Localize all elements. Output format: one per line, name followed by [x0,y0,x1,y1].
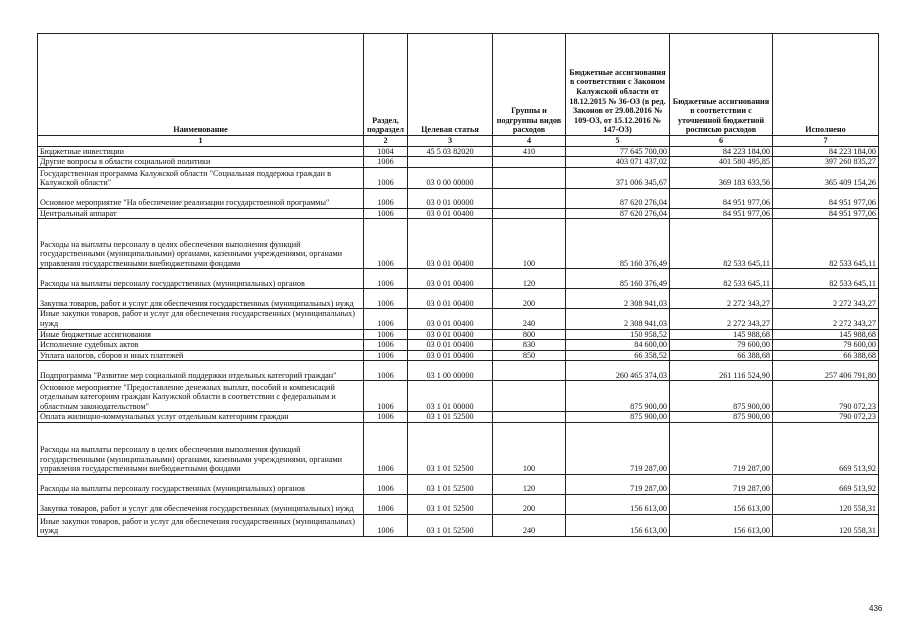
row-article: 03 0 01 00400 [408,289,493,309]
column-number-row [38,136,879,147]
header-section: Раздел, подраздел [364,34,408,136]
row-section: 1006 [364,381,408,412]
row-article: 03 0 01 00400 [408,208,493,219]
row-article: 03 1 00 00000 [408,361,493,381]
column-number: 3 [408,136,493,147]
row-article: 03 1 01 52500 [408,514,493,536]
row-section: 1006 [364,309,408,329]
row-article: 45 5 03 82020 [408,146,493,157]
row-refined: 875 900,00 [670,412,773,423]
header-group: Группы и подгруппы видов расходов [493,34,566,136]
row-group: 830 [493,340,566,351]
row-group: 240 [493,309,566,329]
row-executed: 669 513,92 [773,474,879,494]
row-executed: 790 072,23 [773,381,879,412]
row-group: 200 [493,494,566,514]
row-approved: 719 287,00 [566,474,670,494]
row-approved: 66 358,52 [566,350,670,361]
row-executed: 82 533 645,11 [773,269,879,289]
table-row [38,340,879,351]
row-group [493,157,566,168]
row-executed: 365 409 154,26 [773,167,879,188]
table-row [38,412,879,423]
row-refined: 156 613,00 [670,494,773,514]
row-group: 850 [493,350,566,361]
row-executed: 145 988,68 [773,329,879,340]
row-approved: 87 620 276,04 [566,208,670,219]
row-approved: 2 308 941,03 [566,289,670,309]
row-approved: 84 600,00 [566,340,670,351]
row-approved: 150 958,52 [566,329,670,340]
row-section: 1006 [364,350,408,361]
row-executed: 84 951 977,06 [773,208,879,219]
table-row [38,167,879,188]
row-refined: 156 613,00 [670,514,773,536]
row-refined: 84 223 184,00 [670,146,773,157]
row-refined: 84 951 977,06 [670,188,773,208]
row-executed: 397 260 835,27 [773,157,879,168]
row-section: 1006 [364,157,408,168]
budget-table [37,33,879,537]
row-group: 410 [493,146,566,157]
row-article [408,157,493,168]
row-section: 1006 [364,167,408,188]
row-name: Расходы на выплаты персоналу государственных (муниципальных) органов [38,474,364,494]
table-row [38,329,879,340]
row-name: Оплата жилищно-коммунальных услуг отдельным категориям граждан [38,412,364,423]
row-executed: 669 513,92 [773,422,879,474]
row-group [493,412,566,423]
row-refined: 719 287,00 [670,474,773,494]
column-number: 5 [566,136,670,147]
row-executed: 82 533 645,11 [773,219,879,269]
row-section: 1004 [364,146,408,157]
table-row [38,188,879,208]
row-section: 1006 [364,361,408,381]
table-row [38,219,879,269]
row-name: Расходы на выплаты персоналу в целях обеспечения выполнения функций государственными (муниципальными) органами, казенными учреждениями, органами управления государственными внебюджетными фондами [38,422,364,474]
row-name: Расходы на выплаты персоналу государственных (муниципальных) органов [38,269,364,289]
row-article: 03 0 01 00400 [408,309,493,329]
header-name: Наименование [38,34,364,136]
table-row [38,269,879,289]
header-row [38,34,879,136]
row-name: Основное мероприятие "На обеспечение реализации государственной программы" [38,188,364,208]
header-article: Целевая статья [408,34,493,136]
row-name: Основное мероприятие "Предоставление денежных выплат, пособий и компенсаций отдельным категориям граждан Калужской области в соответствии с федеральным и областным законодательством" [38,381,364,412]
column-number: 2 [364,136,408,147]
row-article: 03 0 01 00400 [408,269,493,289]
row-executed: 120 558,31 [773,494,879,514]
row-approved: 87 620 276,04 [566,188,670,208]
row-section: 1006 [364,412,408,423]
row-article: 03 0 01 00400 [408,219,493,269]
row-refined: 79 600,00 [670,340,773,351]
row-name: Закупка товаров, работ и услуг для обеспечения государственных (муниципальных) нужд [38,289,364,309]
table-row [38,157,879,168]
row-section: 1006 [364,514,408,536]
row-refined: 82 533 645,11 [670,269,773,289]
row-section: 1006 [364,422,408,474]
row-executed: 84 951 977,06 [773,188,879,208]
row-article: 03 0 01 00400 [408,350,493,361]
row-group: 200 [493,289,566,309]
row-executed: 120 558,31 [773,514,879,536]
row-section: 1006 [364,269,408,289]
row-section: 1006 [364,494,408,514]
row-executed: 2 272 343,27 [773,289,879,309]
table-row [38,146,879,157]
row-name: Центральный аппарат [38,208,364,219]
row-name: Бюджетные инвестиции [38,146,364,157]
row-executed: 2 272 343,27 [773,309,879,329]
row-approved: 85 160 376,49 [566,219,670,269]
row-group: 120 [493,269,566,289]
row-article: 03 0 01 00400 [408,329,493,340]
header-executed: Исполнено [773,34,879,136]
header-refined: Бюджетные ассигнования в соответствии с уточненной бюджетной росписью расходов [670,34,773,136]
row-section: 1006 [364,329,408,340]
column-number: 4 [493,136,566,147]
row-group [493,208,566,219]
row-article: 03 0 00 00000 [408,167,493,188]
row-section: 1006 [364,208,408,219]
row-refined: 2 272 343,27 [670,289,773,309]
row-refined: 145 988,68 [670,329,773,340]
row-refined: 66 388,68 [670,350,773,361]
row-approved: 719 287,00 [566,422,670,474]
row-approved: 875 900,00 [566,381,670,412]
row-name: Государственная программа Калужской области "Социальная поддержка граждан в Калужской области" [38,167,364,188]
row-group: 120 [493,474,566,494]
row-refined: 719 287,00 [670,422,773,474]
row-article: 03 1 01 52500 [408,474,493,494]
row-name: Расходы на выплаты персоналу в целях обеспечения выполнения функций государственными (муниципальными) органами, казенными учреждениями, органами управления государственными внебюджетными фондами [38,219,364,269]
row-name: Другие вопросы в области социальной политики [38,157,364,168]
row-article: 03 1 01 52500 [408,494,493,514]
row-executed: 84 223 184,00 [773,146,879,157]
row-group [493,381,566,412]
row-group: 240 [493,514,566,536]
column-number: 7 [773,136,879,147]
row-approved: 156 613,00 [566,514,670,536]
row-section: 1006 [364,188,408,208]
table-row [38,422,879,474]
row-section: 1006 [364,340,408,351]
table-row [38,361,879,381]
row-section: 1006 [364,474,408,494]
row-section: 1006 [364,219,408,269]
row-article: 03 1 01 52500 [408,422,493,474]
table-row [38,309,879,329]
header-approved: Бюджетные ассигнования в соответствии с Законом Калужской области от 18.12.2015 № 36-ОЗ (в ред. Законов от 29.08.2016 № 109-ОЗ, от 15.12.2016 № 147-ОЗ) [566,34,670,136]
row-name: Закупка товаров, работ и услуг для обеспечения государственных (муниципальных) нужд [38,494,364,514]
page-number: 436 [869,604,883,613]
row-executed: 79 600,00 [773,340,879,351]
row-group: 100 [493,219,566,269]
row-section: 1006 [364,289,408,309]
row-group: 800 [493,329,566,340]
row-refined: 875 900,00 [670,381,773,412]
row-approved: 260 465 374,03 [566,361,670,381]
row-refined: 82 533 645,11 [670,219,773,269]
row-name: Иные закупки товаров, работ и услуг для обеспечения государственных (муниципальных) нужд [38,514,364,536]
column-number: 6 [670,136,773,147]
row-approved: 403 071 437,02 [566,157,670,168]
row-approved: 875 900,00 [566,412,670,423]
row-name: Иные бюджетные ассигнования [38,329,364,340]
row-refined: 84 951 977,06 [670,208,773,219]
table-row [38,350,879,361]
row-article: 03 1 01 52500 [408,412,493,423]
row-name: Исполнение судебных актов [38,340,364,351]
row-article: 03 0 01 00400 [408,340,493,351]
row-group: 100 [493,422,566,474]
row-name: Иные закупки товаров, работ и услуг для обеспечения государственных (муниципальных) нужд [38,309,364,329]
row-approved: 371 006 345,67 [566,167,670,188]
row-approved: 156 613,00 [566,494,670,514]
table-row [38,474,879,494]
table-row [38,381,879,412]
row-article: 03 0 01 00000 [408,188,493,208]
table-row [38,289,879,309]
table-row [38,208,879,219]
row-approved: 2 308 941,03 [566,309,670,329]
row-approved: 85 160 376,49 [566,269,670,289]
table-row [38,514,879,536]
row-group [493,188,566,208]
column-number: 1 [38,136,364,147]
row-refined: 261 116 524,90 [670,361,773,381]
row-group [493,167,566,188]
row-executed: 257 406 791,80 [773,361,879,381]
row-executed: 790 072,23 [773,412,879,423]
row-article: 03 1 01 00000 [408,381,493,412]
row-refined: 401 580 495,85 [670,157,773,168]
row-name: Уплата налогов, сборов и иных платежей [38,350,364,361]
row-name: Подпрограмма "Развитие мер социальной поддержки отдельных категорий граждан" [38,361,364,381]
row-approved: 77 645 700,00 [566,146,670,157]
row-executed: 66 388,68 [773,350,879,361]
table-row [38,494,879,514]
row-refined: 2 272 343,27 [670,309,773,329]
row-refined: 369 183 633,56 [670,167,773,188]
row-group [493,361,566,381]
